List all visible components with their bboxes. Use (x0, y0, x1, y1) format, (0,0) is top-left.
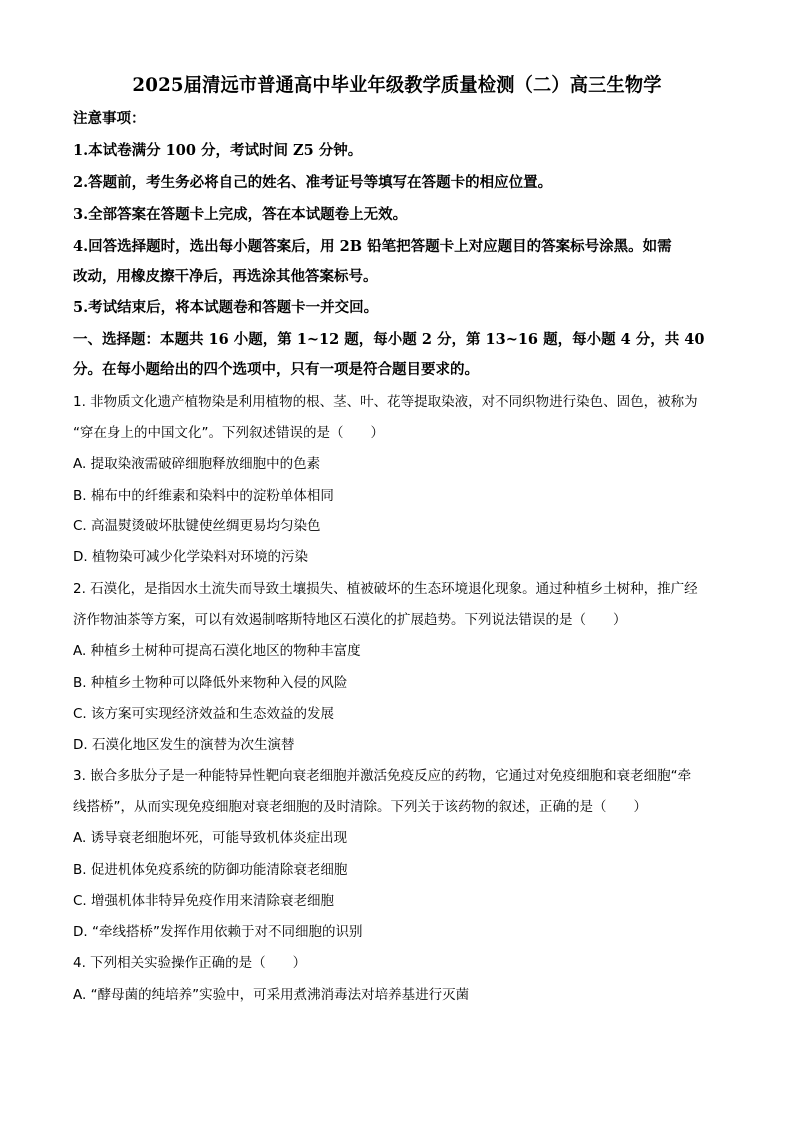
question-option: D. 石漠化地区发生的演替为次生演替 (73, 737, 295, 753)
question-option: B. 种植乡土物种可以降低外来物种入侵的风险 (73, 675, 348, 691)
question-stem: 3. 嵌合多肽分子是一种能特异性靶向衰老细胞并激活免疫反应的药物，它通过对免疫细胞和衰老细胞“牵 (73, 768, 692, 784)
question-stem: 4. 下列相关实验操作正确的是（ ） (73, 955, 307, 971)
notice-item: 5.考试结束后，将本试题卷和答题卡一并交回。 (73, 299, 379, 316)
page-title: 2025届清远市普通高中毕业年级教学质量检测（二）高三生物学 (132, 74, 662, 96)
notice-item: 改动，用橡皮擦干净后，再选涂其他答案标号。 (73, 268, 378, 285)
section-heading: 一、选择题：本题共 16 小题，第 1~12 题，每小题 2 分，第 13~16 题，每小题 4 分，共 40 (73, 331, 705, 348)
question-option: C. 高温熨烫破坏肽键使丝绸更易均匀染色 (73, 518, 321, 534)
question-option: D. “牵线搭桥”发挥作用依赖于对不同细胞的识别 (73, 924, 363, 940)
question-option: C. 增强机体非特异免疫作用来清除衰老细胞 (73, 893, 335, 909)
notice-item: 2.答题前，考生务必将自己的姓名、准考证号等填写在答题卡的相应位置。 (73, 174, 553, 191)
section-heading: 分。在每小题给出的四个选项中，只有一项是符合题目要求的。 (73, 361, 479, 378)
question-stem: “穿在身上的中国文化”。下列叙述错误的是（ ） (73, 425, 384, 441)
question-option: A. 种植乡土树种可提高石漠化地区的物种丰富度 (73, 643, 361, 659)
question-stem: 济作物油茶等方案，可以有效遏制喀斯特地区石漠化的扩展趋势。下列说法错误的是（ ） (73, 612, 627, 628)
question-stem: 线搭桥”，从而实现免疫细胞对衰老细胞的及时清除。下列关于该药物的叙述，正确的是（ ） (73, 799, 647, 815)
notice-item: 4.回答选择题时，选出每小题答案后，用 2B 铅笔把答题卡上对应题目的答案标号涂黑。如需 (73, 238, 672, 255)
question-option: B. 促进机体免疫系统的防御功能清除衰老细胞 (73, 862, 348, 878)
question-option: A. “酵母菌的纯培养”实验中，可采用煮沸消毒法对培养基进行灭菌 (73, 987, 470, 1003)
notice-heading: 注意事项： (73, 110, 146, 127)
question-option: C. 该方案可实现经济效益和生态效益的发展 (73, 706, 335, 722)
question-option: D. 植物染可减少化学染料对环境的污染 (73, 549, 308, 565)
question-option: A. 诱导衰老细胞坏死，可能导致机体炎症出现 (73, 830, 348, 846)
question-option: B. 棉布中的纤维素和染料中的淀粉单体相同 (73, 488, 334, 504)
question-stem: 1. 非物质文化遗产植物染是利用植物的根、茎、叶、花等提取染液，对不同织物进行染色、固色，被称为 (73, 394, 698, 410)
question-stem: 2. 石漠化，是指因水土流失而导致土壤损失、植被破坏的生态环境退化现象。通过种植乡土树种，推广经 (73, 581, 698, 597)
notice-item: 3.全部答案在答题卡上完成，答在本试题卷上无效。 (73, 206, 408, 223)
question-option: A. 提取染液需破碎细胞释放细胞中的色素 (73, 456, 321, 472)
notice-item: 1.本试卷满分 100 分，考试时间 Z5 分钟。 (73, 142, 363, 159)
